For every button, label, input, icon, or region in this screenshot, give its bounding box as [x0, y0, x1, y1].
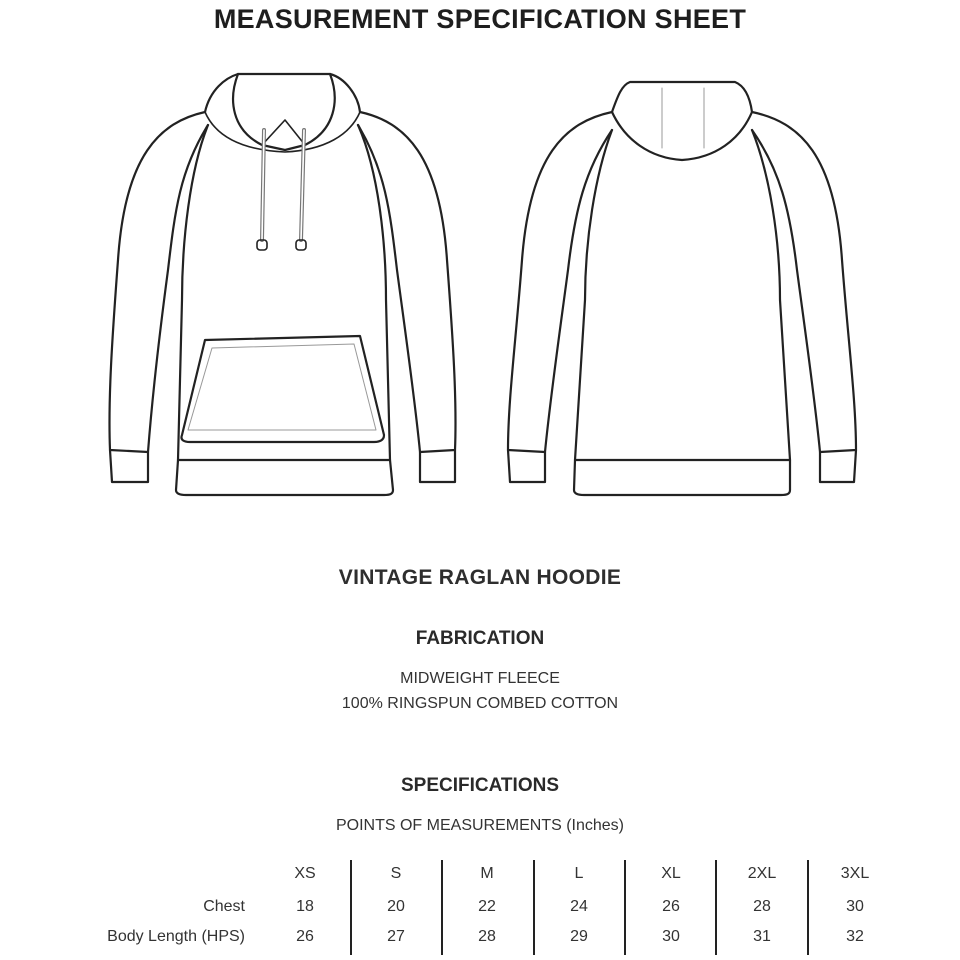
- column-divider: [441, 860, 443, 955]
- table-cell: 26: [296, 928, 314, 945]
- size-header: M: [480, 865, 494, 882]
- size-header: 2XL: [747, 865, 777, 882]
- hoodie-illustrations: [0, 50, 960, 500]
- table-cell: 28: [478, 928, 496, 945]
- table-cell: 29: [570, 928, 588, 945]
- size-header: XS: [294, 865, 316, 882]
- size-header: L: [574, 865, 584, 882]
- table-cell: 24: [570, 898, 588, 915]
- column-divider: [624, 860, 626, 955]
- product-name: VINTAGE RAGLAN HOODIE: [338, 566, 622, 589]
- table-cell: 32: [846, 928, 864, 945]
- fabrication-heading: FABRICATION: [415, 628, 545, 649]
- hoodie-back-icon: [508, 82, 856, 495]
- fabrication-line: MIDWEIGHT FLEECE: [400, 670, 560, 687]
- column-divider: [715, 860, 717, 955]
- table-cell: 27: [387, 928, 405, 945]
- hoodie-front-icon: [109, 74, 455, 495]
- row-label-body-length: Body Length (HPS): [107, 928, 245, 945]
- column-divider: [807, 860, 809, 955]
- column-divider: [350, 860, 352, 955]
- table-cell: 18: [296, 898, 314, 915]
- table-cell: 30: [662, 928, 680, 945]
- table-cell: 22: [478, 898, 496, 915]
- table-cell: 26: [662, 898, 680, 915]
- size-header: 3XL: [840, 865, 870, 882]
- fabrication-line: 100% RINGSPUN COMBED COTTON: [341, 695, 619, 712]
- table-cell: 30: [846, 898, 864, 915]
- table-cell: 28: [753, 898, 771, 915]
- points-of-measurement-subheading: POINTS OF MEASUREMENTS (Inches): [335, 817, 625, 834]
- row-label-chest: Chest: [203, 898, 245, 915]
- page-title: MEASUREMENT SPECIFICATION SHEET: [213, 4, 747, 34]
- table-cell: 20: [387, 898, 405, 915]
- column-divider: [533, 860, 535, 955]
- size-header: S: [390, 865, 402, 882]
- size-header: XL: [661, 865, 681, 882]
- table-cell: 31: [753, 928, 771, 945]
- specifications-heading: SPECIFICATIONS: [401, 775, 559, 796]
